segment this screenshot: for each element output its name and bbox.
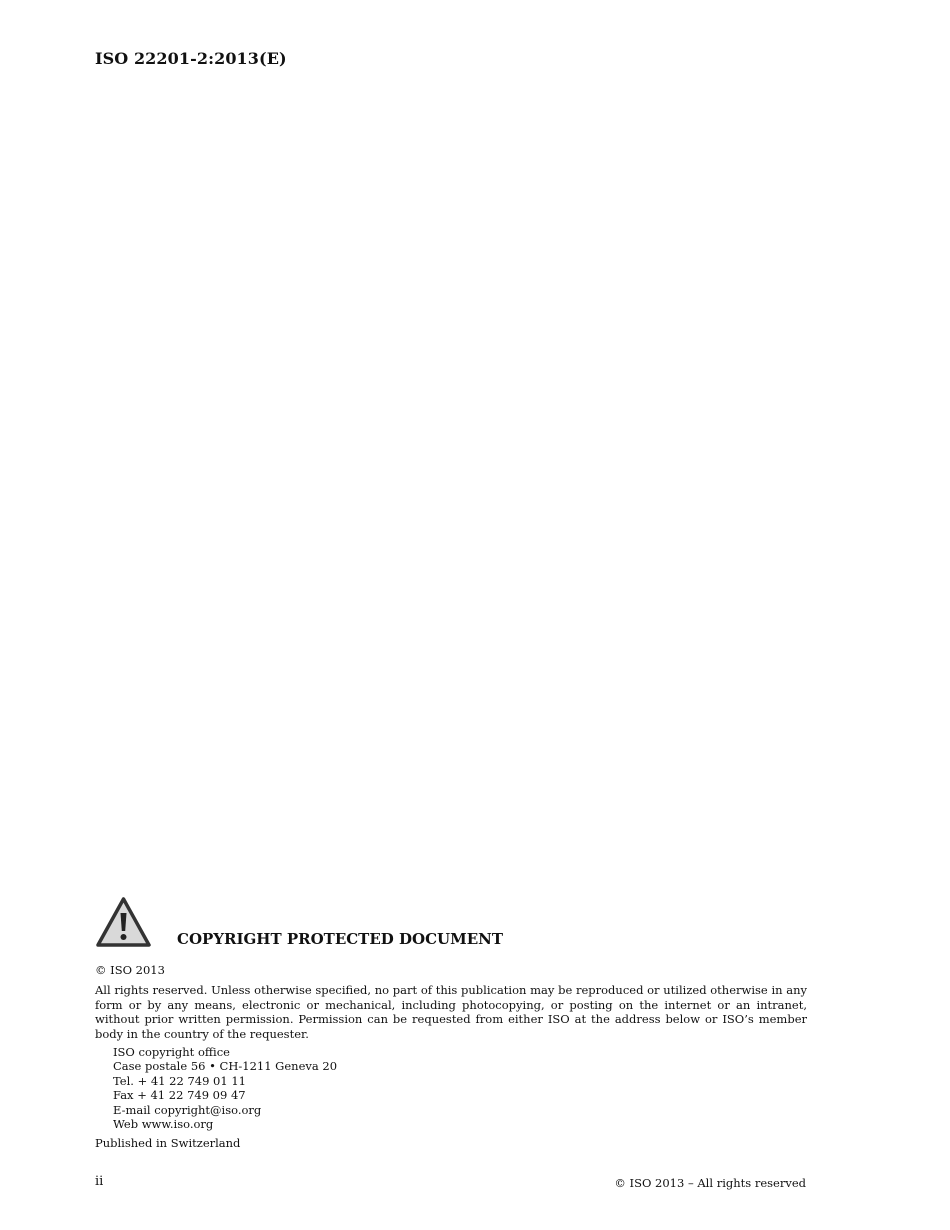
address-postal: Case postale 56 • CH-1211 Geneva 20 (113, 1059, 338, 1074)
address-web: Web www.iso.org (113, 1117, 214, 1132)
copyright-title: COPYRIGHT PROTECTED DOCUMENT (177, 930, 504, 948)
address-office: ISO copyright office (113, 1045, 230, 1059)
address-fax: Fax + 41 22 749 09 47 (113, 1088, 246, 1103)
rights-paragraph: All rights reserved. Unless otherwise specified, no part of this publication may be reproduced or utilized otherwise in any form or by any means, electronic or mechanical, including photocopying, or posting on the internet or an intranet, without prior written permission. Permission can be requested from either ISO at the address below or ISO’s member body in the country of the requester. (95, 983, 807, 1041)
document-id-header: ISO 22201-2:2013(E) (95, 49, 287, 68)
iso-address-block (113, 1045, 337, 1131)
footer-copyright: © ISO 2013 – All rights reserved (614, 1176, 806, 1190)
page-number: ii (95, 1174, 104, 1189)
published-location: Published in Switzerland (95, 1136, 241, 1150)
copyright-notice-heading (95, 896, 807, 950)
address-telephone: Tel. + 41 22 749 01 11 (113, 1073, 246, 1088)
copyright-year: © ISO 2013 (95, 963, 165, 977)
warning-triangle-icon (95, 896, 152, 948)
address-email: E-mail copyright@iso.org (113, 1102, 262, 1117)
